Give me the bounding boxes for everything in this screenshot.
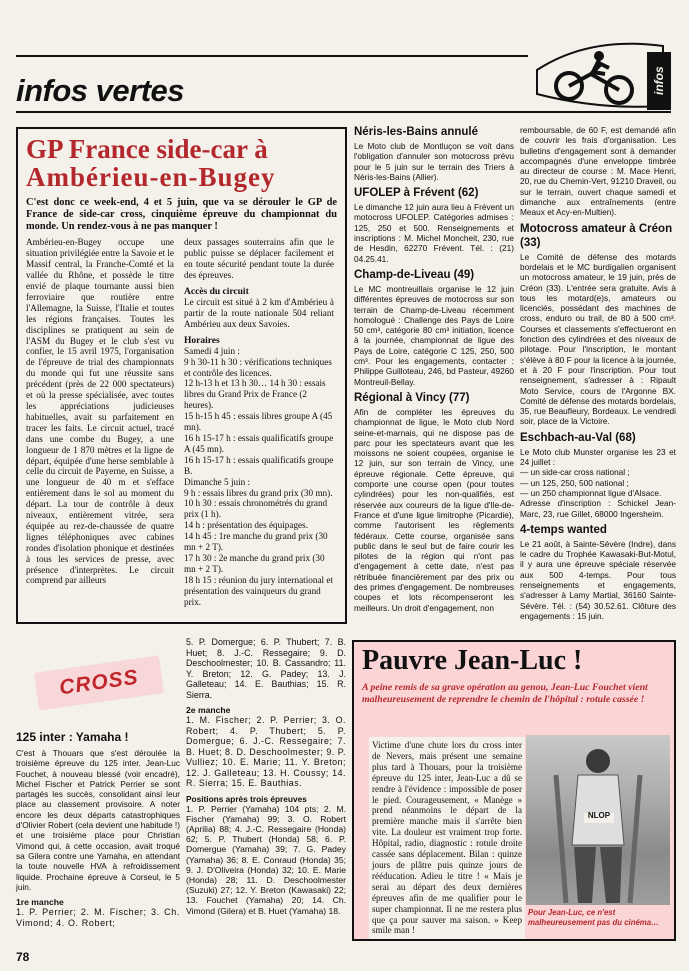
neris-text: Le Moto club de Montluçon se voit dans l'obligation d'annuler son motocross prévu pour le 5 juin sur le terrain des Triers à Néris-les-Bains (Allier). bbox=[354, 141, 514, 182]
eschbach-item: — un side-car cross national ; bbox=[520, 467, 630, 478]
right-column-b bbox=[520, 125, 676, 621]
cross-banner bbox=[34, 655, 164, 710]
pauvre-jean-luc-box bbox=[352, 640, 676, 941]
vincy-title: Régional à Vincy (77) bbox=[354, 391, 470, 404]
eschbach-contact: Adresse d'inscription : Schickel Jean-Marc, 23, rue Gillet, 68000 Ingersheim. bbox=[520, 498, 676, 519]
hours-item: 14 h 45 : 1re manche du grand prix (30 mn + 2 T). bbox=[184, 531, 328, 553]
gp-body-col1: Ambérieu-en-Bugey occupe une situation privilégiée entre la Savoie et le Massif central, la Franche-Comté et la vallée du Rhône, et possède le titre envié de plaque tournante aussi bien ferroviaire que routière entre l'Allemagne, la Suisse, l'Italie et toutes les régions françaises. Toutes les disciplines se pratiquent au sein de l'ASM du Bugey et le club s'est vu confier, le 15 avril 1975, l'organisation de l'épreuve de trial des championnats du monde qui fut une réussite sans précédent (près de 22 000 spectateurs) et où la presse spécialisée, avec toutes les appréciations judicieuses habituelles, avait su parfaitement en tracer les faits. Le circuit actuel, tracé dans une combe du Bugey, a une longueur de 1 870 mètres et la ligne de départ, équipée d'une herse semblable à celle du circuit de Payerne, en Suisse, a une longueur de 40 m et s'efface entièrement dans le sol au moment du départ. La tour de contrôle à deux niveaux, entièrement vitrée, sera équipée au rez-de-chaussée de quatre lignes téléphoniques avec cabines rondes d'isolation phonique et destinées à tous les services de presse, avec présence d'interprètes. Le circuit comprend par ailleurs bbox=[26, 237, 174, 586]
gp-body-col2: deux passages souterrains afin que le public puisse se déplacer facilement et en toute sécurité pendant toute la durée des épreuves. bbox=[184, 237, 334, 281]
jersey-text: NLOP bbox=[587, 811, 611, 820]
eschbach-item: — un 125, 250, 500 national ; bbox=[520, 477, 629, 488]
gp-title-line2: Ambérieu-en-Bugey bbox=[26, 162, 276, 192]
right-column-a bbox=[354, 125, 514, 613]
vincy-text: Afin de compléter les épreuves du championnat de ligue, le Moto club Nord seine-et-marnais, qui ne dispose pas de parc pour les spectateurs avant que les moissons ne soient coupées, organise le 12 juin, sur son terrain de Vincy, une épreuve régionale. Cette épreuve, qui comporte une course open (pour toutes cylindrées) pour les non-qualifiés, est réservée aux coureurs de la ligue d'Ile-de-France et d'une ligue limitrophe (Picardie), comme l'autorisent les règlements fédéraux. Cette course, organisée sans public dans le seul but de faire courir les pilotes de la région qui n'ont pas d'engagement à cette date, n'est pas rétribuée financièrement par des prix ou des primes d'engagement. De nombreuses coupes et lots récompenseront les meilleurs. Un droit d'engagement, non bbox=[354, 406, 514, 613]
hours-item: 9 h : essais libres du grand prix (30 mn). bbox=[184, 487, 333, 498]
hours-item: 16 h 15-17 h : essais qualificatifs groupe B. bbox=[184, 454, 334, 476]
positions-text: 1. P. Perrier (Yamaha) 104 pts; 2. M. Fischer (Yamaha) 99; 3. O. Robert (Aprilia) 88; 4. J.-C. Ressegaire (Honda) 62; 5. P. Thubert (Honda) 58; 6. P. Domergue (Yamaha) 39; 7. G. Padey (Yamaha) 36; 8. E. Conraud (Honda) 35; 9. J. D'Oliveira (Honda) 32; 10. E. Marie (Honda) 28; 11. D. Deschoolmester (Suzuki) 27; 12. Y. Breton (Kawasaki) 22; 13. Fouchet (Yamaha) 20; 14. Ch. Vimond (Gilera) et B. Huet (Yamaha) 18. bbox=[186, 803, 346, 916]
creon-title: Motocross amateur à Créon (33) bbox=[520, 222, 673, 249]
pauvre-title: Pauvre Jean-Luc ! bbox=[362, 645, 583, 676]
hours-list bbox=[184, 346, 334, 608]
m2-results: 1. M. Fischer; 2. P. Perrier; 3. O. Robert; 4. P. Thubert; 5. P. Domergue; 6. J.-C. Ressegaire; 7. B. Huet; 8. D. Deschoolmester; 9. P. Vulliez; 10. E. Marie; 11. Y. Breton; 12. J. Galleteau; 13. H. Coussy; 14. R. Sierra; 15. E. Bauthias. bbox=[186, 715, 346, 788]
positions-title: Positions après trois épreuves bbox=[186, 793, 307, 804]
neris-title: Néris-les-Bains annulé bbox=[354, 126, 478, 138]
pauvre-text: Victime d'une chute lors du cross inter de Nevers, mais présent une semaine plus tard à Thouars, pour la troisième épreuve du 125 inter, Jean-Luc a dû se rendre à l'évidence : impossible de poser le pied. Courageusement, « Manège » prend néanmoins le départ de la première manche mais il s'arrête bien vite. La douleur est vraiment trop forte. Hôpital, radio, diagnostic : rotule droite cassée sans déplacement. Bilan : quinze jours de plâtre puis quinze jours de rééducation. Adieu le titre ! « Mais je serai au départ des deux dernières épreuves afin de me qualifier pour le super championnat. Il ne me restera plus que ça pour sauver ma saison. » Keep smile man ! bbox=[369, 737, 525, 939]
photo-caption: Pour Jean-Luc, ce n'est malheureusement pas du cinéma… bbox=[528, 908, 659, 927]
hours-item: 14 h : présentation des équipages. bbox=[184, 520, 308, 531]
m1-results-cont: 5. P. Domergue; 6. P. Thubert; 7. B. Huet; 8. J.-C. Ressegaire; 9. D. Deschoolmester; 10. B. Cassandro; 11. Y. Breton; 12. G. Padey; 13. J. Galleteau; 14. E. Bauthias; 15. R. Sierra. bbox=[186, 637, 346, 700]
cross-results-column bbox=[186, 637, 346, 916]
eschbach-title: Eschbach-au-Val (68) bbox=[520, 431, 636, 444]
hours-item: 10 h 30 : essais chronométrés du grand prix (1 h). bbox=[184, 498, 328, 520]
gp-title-line1: GP France side-car à bbox=[26, 134, 268, 164]
ufolep-title: UFOLEP à Frévent (62) bbox=[354, 187, 479, 200]
eschbach-intro: Le Moto club Munster organise les 23 et 24 juillet : bbox=[520, 446, 676, 468]
ufolep-text: Le dimanche 12 juin aura lieu à Frévent un motocross UFOLEP. Catégories admises : 125, 250 et 500. Renseignements et inscriptions : M. Michel Moncheit, 230, rue de Hesdin, 62270 Frévent. Tél. : (21) 04.25.41. bbox=[354, 202, 514, 264]
gp-france-article bbox=[16, 127, 347, 624]
rider-on-crutches-icon bbox=[526, 735, 670, 905]
hours-item: 15 h-15 h 45 : essais libres groupe A (45 mn). bbox=[184, 411, 333, 433]
gp-lead: C'est donc ce week-end, 4 et 5 juin, que va se dérouler le GP de France de side-car cross, cinquième épreuve du championnat du monde. Un rendez-vous à ne pas manquer ! bbox=[26, 197, 337, 232]
hours-item: 9 h 30-11 h 30 : vérifications techniques et contrôle des licences. bbox=[184, 356, 332, 378]
eschbach-item: — un 250 championnat ligue d'Alsace. bbox=[520, 487, 662, 498]
hours-title: Horaires bbox=[184, 335, 220, 346]
hours-item: Dimanche 5 juin : bbox=[184, 476, 251, 487]
infos-logo-text: infos bbox=[647, 52, 671, 110]
rider-photo bbox=[526, 735, 670, 905]
creon-text: Le Comité de défense des motards bordelais et le MC burdigalien organisent un motocross amateur, le 19 juin, près de Créon (33). L'entrée sera gratuite. Avis à tous les motard(e)s, amateurs ou licenciés, possédant des machines de cross, enduro ou trail, de 80 à 500 cm³. Courses et classements s'effectueront en fonction des cylindrées et des niveaux de pilotage. Pour l'inscription, le montant s'élève à 80 F pour la licence à la journée, et à 20 F pour l'inscription. Pour tout renseignement, s'adresser à : Ripault Moto Service, cours de l'Argonne BX. Comité de défense des motards bordelais, 35, rue Beaufleury, Bordeaux. Le vendredi soir, place de la Victoire. bbox=[520, 251, 676, 427]
champ-text: Le MC montreuillais organise le 12 juin différentes épreuves de motocross sur son terrain de Champ-de-Liveau récemment homologué : Challenge des Pays de Loire 50 cm³, catégorie 80 cm³ initiation, licence à la journée, championnat de ligue des Pays de Loire, catégorie C 125, 250, 500 cm³. Pour les engagements, contacter : Philippe Guilloteau, 246, bd Pasteur, 49260 Montreuil-Bellay. bbox=[354, 283, 514, 387]
cross-title: 125 inter : Yamaha ! bbox=[16, 730, 129, 744]
four-stroke-text: Le 21 août, à Sainte-Sévère (Indre), dans le cadre du Trophée Kawasaki-But-Motul, il y aura une épreuve spéciale réservée aux 500 4-temps. Pour tous renseignements et engagements, s'adresser à Lamy Martial, 36160 Sainte-Sévère. Tél. : (54) 30.52.61. Clôture des engagements : 15 juin. bbox=[520, 538, 676, 621]
hours-item: Samedi 4 juin : bbox=[184, 345, 240, 356]
vincy-continued: remboursable, de 60 F, est demandé afin de couvrir les frais d'organisation. Les bulletins d'engagement sont à demander accompagnés d'une enveloppe timbrée au directeur de course : M. Mace Henri, 20, rue du Chemin-Vert, 91210 Draveil, ou sur le terrain, ouvert chaque samedi et dimanche aux entraînements (entre Meaux et Acy-en-Multien). bbox=[520, 125, 676, 218]
access-text: Le circuit est situé à 2 km d'Ambérieu à partir de la route nationale 504 reliant Ambérieu aux deux Savoies. bbox=[184, 297, 334, 329]
cross-article bbox=[16, 730, 180, 928]
access-title: Accès du circuit bbox=[184, 287, 249, 298]
top-rule bbox=[16, 55, 528, 57]
hours-item: 18 h 15 : réunion du jury international et présentation des vainqueurs du grand prix. bbox=[184, 574, 334, 607]
hours-item: 16 h 15-17 h : essais qualificatifs groupe A (45 mn). bbox=[184, 432, 334, 454]
pauvre-lead: A peine remis de sa grave opération au genou, Jean-Luc Fouchet vient malheureusement de reprendre le chemin de l'hôpital : rotule cassée ! bbox=[362, 682, 648, 705]
section-title: infos vertes bbox=[16, 73, 185, 108]
infos-logo bbox=[529, 34, 671, 112]
page-number: 78 bbox=[16, 950, 30, 964]
four-stroke-title: 4-temps wanted bbox=[520, 523, 607, 536]
cross-text: C'est à Thouars que s'est déroulée la troisième épreuve du 125 inter. Jean-Luc Fouchet, à nouveau blessé (voir encadré), Michel Fischer et Patrick Perrier se sont partagés les succès, consolidant ainsi leur place au classement provisoire. A noter encore les deux départs catastrophiques d'Olivier Robert (cela devient une habitude !) et une troisième place pour Christian Vimond qui, à cette occasion, avait troqué sa Gilera contre une Yamaha, en attendant la toute nouvelle HVA à refroidissement liquide. Prochaine épreuve à Corseul, le 5 juin. bbox=[16, 748, 180, 892]
champ-title: Champ-de-Liveau (49) bbox=[354, 268, 475, 281]
cross-banner-text: CROSS bbox=[57, 665, 140, 700]
m1-title: 1re manche bbox=[16, 897, 64, 908]
hours-item: 12 h-13 h et 13 h 30… 14 h 30 : essais libres du Grand Prix de France (2 heures). bbox=[184, 378, 326, 411]
m2-title: 2e manche bbox=[186, 705, 231, 715]
hours-item: 17 h 30 : 2e manche du grand prix (30 mn + 2 T). bbox=[184, 552, 325, 574]
m1-results: 1. P. Perrier; 2. M. Fischer; 3. Ch. Vimond; 4. O. Robert; bbox=[16, 907, 180, 928]
